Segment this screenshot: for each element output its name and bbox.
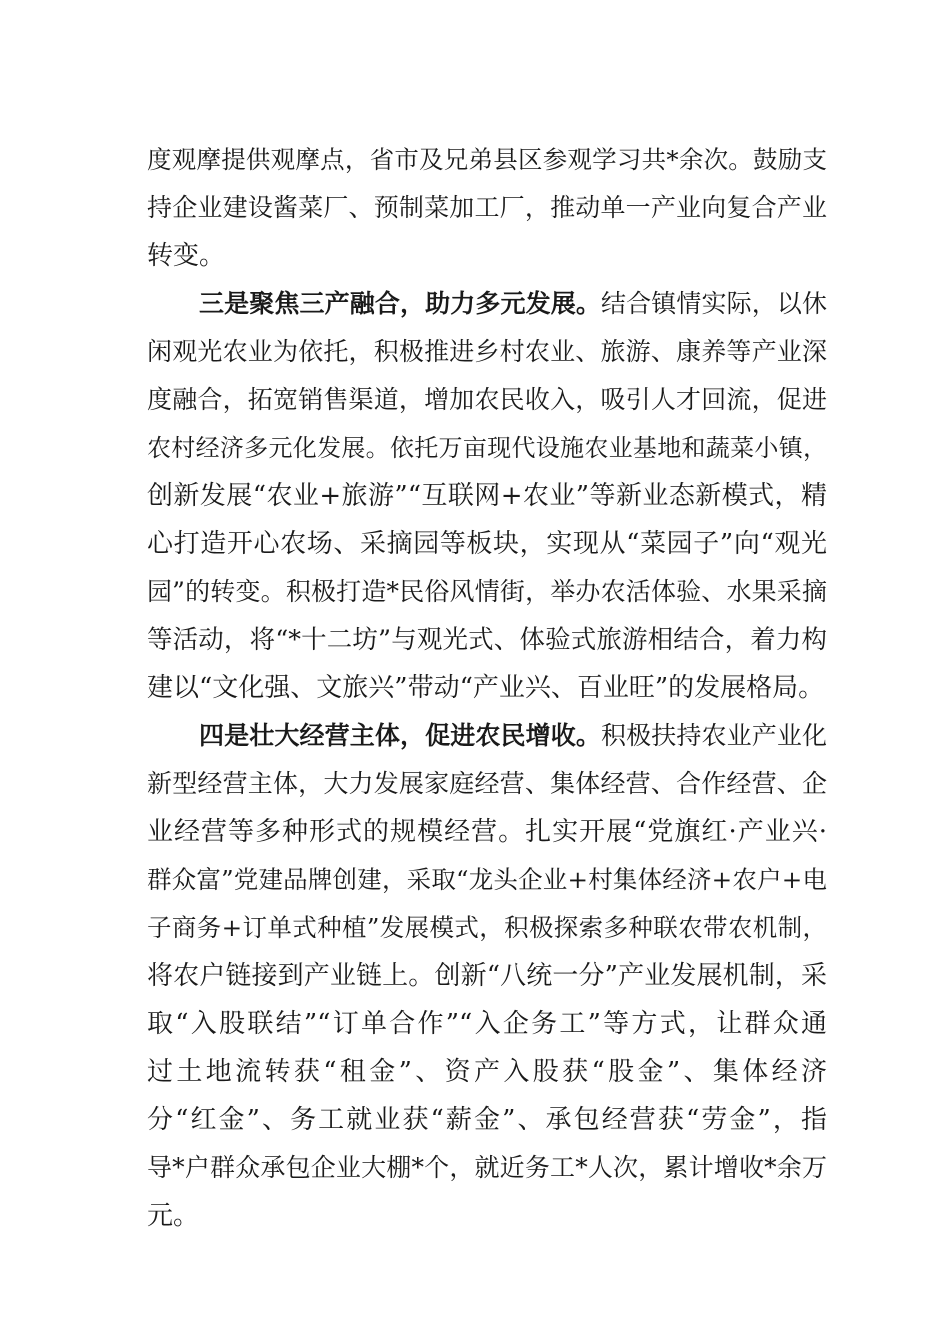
paragraph-2-line-5: 创新发展“农业+旅游”“互联网+农业”等新业态新模式，精 — [147, 481, 827, 511]
paragraph-2-line-8: 等活动，将“*十二坊”与观光式、体验式旅游相结合，着力构 — [147, 625, 827, 655]
paragraph-3-first-line — [199, 714, 827, 758]
paragraph-3-line-7: 取“入股联结”“订单合作”“入企务工”等方式，让群众通 — [147, 1009, 827, 1039]
paragraph-2-first-line-text: 结合镇情实际，以休 — [600, 289, 827, 318]
paragraph-2-heading: 三是聚焦三产融合，助力多元发展。 — [199, 289, 601, 318]
paragraph-3-line-9: 分“红金”、务工就业获“薪金”、承包经营获“劳金”，指 — [147, 1105, 827, 1135]
paragraph-3-line-4: 群众富”党建品牌创建，采取“龙头企业+村集体经济+农户+电 — [147, 865, 827, 894]
paragraph-2-line-9: 建以“文化强、文旅兴”带动“产业兴、百业旺”的发展格局。 — [147, 673, 825, 703]
paragraph-2-line-6: 心打造开心农场、采摘园等板块，实现从“菜园子”向“观光 — [147, 529, 827, 559]
paragraph-3-line-2: 新型经营主体，大力发展家庭经营、集体经营、合作经营、企 — [147, 769, 827, 798]
paragraph-1-line-1: 度观摩提供观摩点，省市及兄弟县区参观学习共*余次。鼓励支 — [147, 145, 827, 174]
paragraph-3-line-6: 将农户链接到产业链上。创新“八统一分”产业发展机制，采 — [147, 961, 827, 991]
paragraph-2-line-7: 园”的转变。积极打造*民俗风情街，举办农活体验、水果采摘 — [147, 577, 827, 606]
paragraph-3-line-3: 业经营等多种形式的规模经营。扎实开展“党旗红·产业兴· — [147, 817, 827, 847]
paragraph-3-heading: 四是壮大经营主体，促进农民增收。 — [199, 721, 601, 750]
paragraph-1-line-3: 转变。 — [147, 241, 226, 271]
paragraph-3-first-line-text: 积极扶持农业产业化 — [600, 721, 827, 750]
paragraph-2-line-4: 农村经济多元化发展。依托万亩现代设施农业基地和蔬菜小镇， — [147, 434, 827, 462]
paragraph-3-line-11: 元。 — [147, 1201, 200, 1231]
paragraph-3-line-10: 导*户群众承包企业大棚*个，就近务工*人次，累计增收*余万 — [147, 1153, 827, 1182]
paragraph-2-line-3: 度融合，拓宽销售渠道，增加农民收入，吸引人才回流，促进 — [147, 385, 827, 414]
paragraph-2-first-line — [199, 282, 827, 326]
paragraph-3-line-5: 子商务+订单式种植”发展模式，积极探索多种联农带农机制， — [147, 913, 827, 942]
paragraph-2-line-2: 闲观光农业为依托，积极推进乡村农业、旅游、康养等产业深 — [147, 337, 827, 366]
paragraph-1-line-2: 持企业建设酱菜厂、预制菜加工厂，推动单一产业向复合产业 — [147, 193, 827, 222]
paragraph-3-line-8: 过土地流转获“租金”、资产入股获“股金”、集体经济 — [147, 1057, 827, 1087]
